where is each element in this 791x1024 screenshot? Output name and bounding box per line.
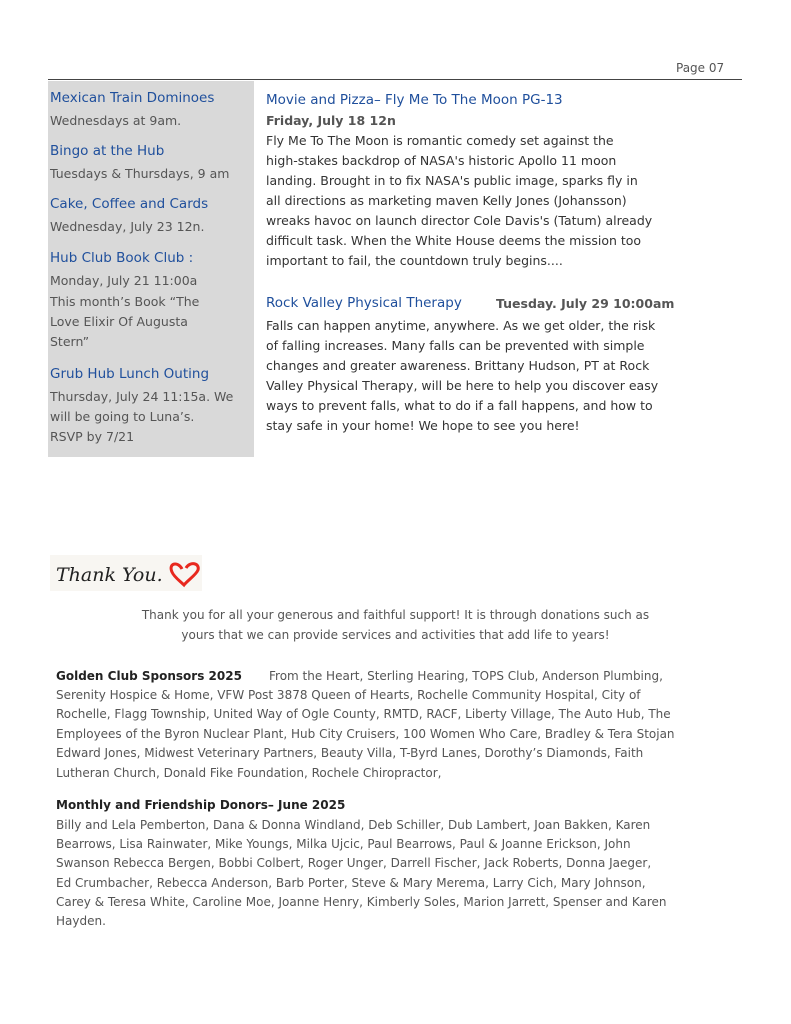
thanks-text: yours that we can provide services and activities that add life to years! (181, 628, 610, 642)
page-number: Page 07 (676, 61, 725, 75)
therapy-text: ways to prevent falls, what to do if a fall happens, and how to (266, 398, 653, 413)
movie-text: important to fail, the countdown truly begins.... (266, 253, 563, 268)
donors-text: Ed Crumbacher, Rebecca Anderson, Barb Porter, Steve & Mary Merema, Larry Cich, Mary Johnson, (56, 876, 646, 890)
sidebar-text: Love Elixir Of Augusta (50, 314, 188, 329)
sidebar-title-cards: Cake, Coffee and Cards (50, 196, 209, 212)
therapy-text: Falls can happen anytime, anywhere. As we get older, the risk (266, 318, 656, 333)
donors-text: Carey & Teresa White, Caroline Moe, Joanne Henry, Kimberly Soles, Marion Jarrett, Spenser and Karen (56, 895, 667, 909)
sidebar-text: Stern” (50, 334, 90, 349)
heart-icon (171, 564, 198, 585)
therapy-date: Tuesday. July 29 10:00am (496, 296, 675, 311)
sponsors-text: Edward Jones, Midwest Veterinary Partners, Beauty Villa, T-Byrd Lanes, Dorothy’s Diamonds, Faith (56, 746, 644, 760)
donors-text: Billy and Lela Pemberton, Dana & Donna Windland, Deb Schiller, Dub Lambert, Joan Bakken, Karen (56, 818, 651, 832)
donors-text: Bearrows, Lisa Rainwater, Mike Youngs, Milka Ujcic, Paul Bearrows, Paul & Joanne Erickson, John (56, 837, 631, 851)
movie-text: high-stakes backdrop of NASA's historic Apollo 11 moon (266, 153, 617, 168)
sidebar-title-lunch: Grub Hub Lunch Outing (50, 366, 210, 382)
sidebar-text: Tuesdays & Thursdays, 9 am (50, 166, 230, 181)
sponsors-text: Serenity Hospice & Home, VFW Post 3878 Queen of Hearts, Rochelle Community Hospital, City of (56, 688, 641, 702)
sidebar-text: Wednesdays at 9am. (50, 113, 182, 128)
therapy-text: changes and greater awareness. Brittany Hudson, PT at Rock (266, 358, 650, 373)
thank-you-script-text: Thank You. (56, 564, 163, 586)
sidebar-text: Thursday, July 24 11:15a. We (50, 389, 234, 404)
movie-text: Fly Me To The Moon is romantic comedy set against the (266, 133, 614, 148)
sponsors-text: From the Heart, Sterling Hearing, TOPS Club, Anderson Plumbing, (269, 669, 663, 683)
therapy-text: Valley Physical Therapy, will be here to help you discover easy (266, 378, 659, 393)
sidebar-text: Wednesday, July 23 12n. (50, 219, 205, 234)
donors-text: Swanson Rebecca Bergen, Bobbi Colbert, Roger Unger, Darrell Fischer, Jack Roberts, Donna Jaeger, (56, 856, 652, 870)
movie-text: difficult task. When the White House deems the mission too (266, 233, 642, 248)
thanks-text: Thank you for all your generous and faithful support! It is through donations such as (141, 608, 650, 622)
therapy-text: stay safe in your home! We hope to see you here! (266, 418, 580, 433)
sidebar-title-dominoes: Mexican Train Dominoes (50, 90, 215, 106)
movie-text: wreaks havoc on launch director Cole Davis's (Tatum) already (266, 213, 653, 228)
movie-text: landing. Brought in to fix NASA's public image, sparks fly in (266, 173, 638, 188)
movie-title: Movie and Pizza– Fly Me To The Moon PG-13 (266, 92, 563, 108)
sidebar-text: will be going to Luna’s. (50, 409, 195, 424)
movie-date: Friday, July 18 12n (266, 113, 396, 128)
sponsors-text: Lutheran Church, Donald Fike Foundation, Rochele Chiropractor, (56, 766, 442, 780)
sidebar-title-book-club: Hub Club Book Club : (50, 250, 194, 266)
sidebar-text: Monday, July 21 11:00a (50, 273, 198, 288)
therapy-text: of falling increases. Many falls can be prevented with simple (266, 338, 645, 353)
header-rule (48, 79, 742, 80)
donors-text: Hayden. (56, 914, 106, 928)
thank-you-image (50, 555, 202, 591)
sidebar-text: RSVP by 7/21 (50, 429, 135, 444)
movie-text: all directions as marketing maven Kelly Jones (Johansson) (266, 193, 627, 208)
sidebar-text: This month’s Book “The (50, 294, 200, 309)
donors-heading: Monthly and Friendship Donors– June 2025 (56, 798, 346, 812)
sponsors-heading: Golden Club Sponsors 2025 (56, 669, 242, 683)
therapy-title: Rock Valley Physical Therapy (266, 295, 462, 311)
sidebar-title-bingo: Bingo at the Hub (50, 143, 165, 159)
thank-you-script (50, 555, 202, 591)
sponsors-text: Employees of the Byron Nuclear Plant, Hub City Cruisers, 100 Women Who Care, Bradley & Tera Stojan (56, 727, 675, 741)
sponsors-text: Rochelle, Flagg Township, United Way of Ogle County, RMTD, RACF, Liberty Village, The Auto Hub, The (56, 707, 671, 721)
